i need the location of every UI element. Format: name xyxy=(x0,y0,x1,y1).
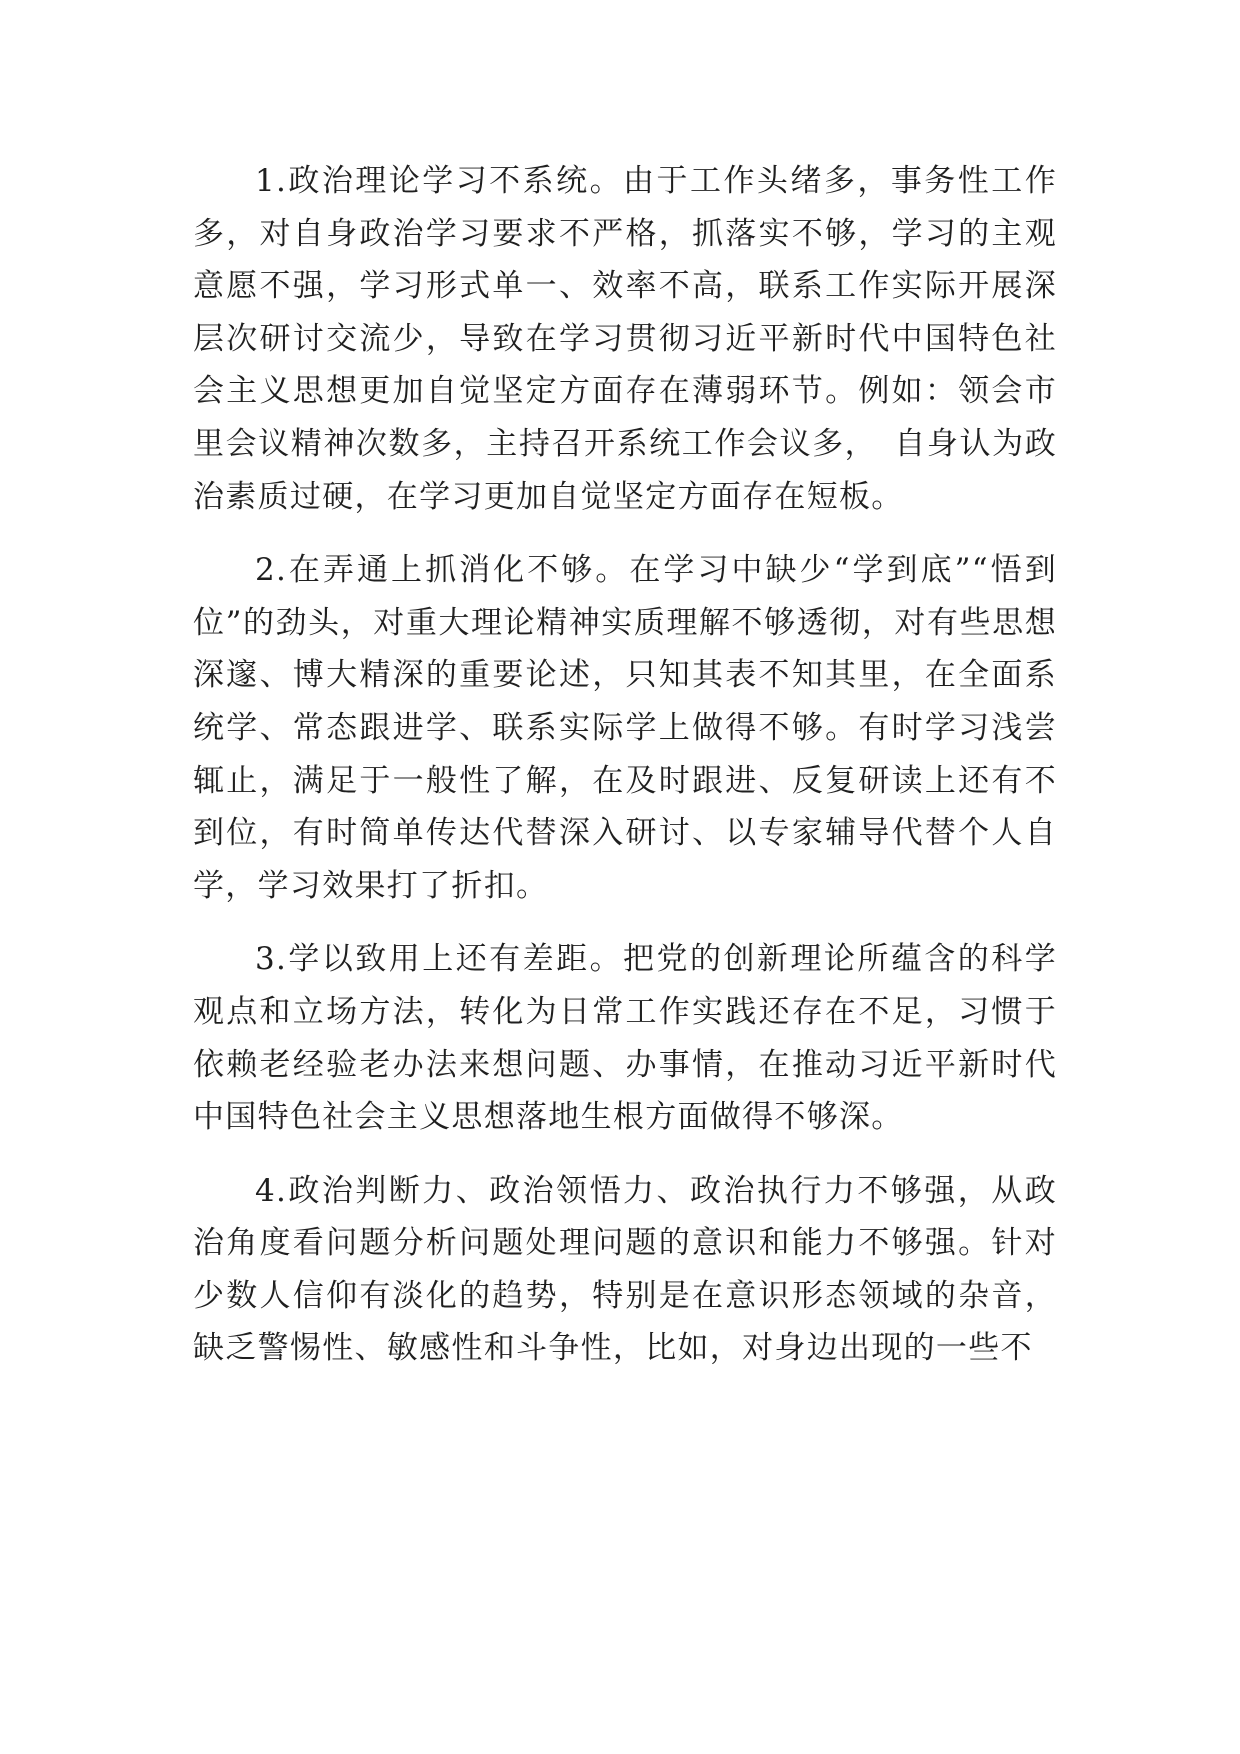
paragraph-4: 4.政治判断力、政治领悟力、政治执行力不够强，从政治角度看问题分析问题处理问题的意识和能力不够强。针对少数人信仰有淡化的趋势，特别是在意识形态领域的杂音，缺乏警惕性、敏感性和斗争性，比如，对身边出现的一些不 xyxy=(193,1172,1057,1367)
paragraph-3: 3.学以致用上还有差距。把党的创新理论所蕴含的科学观点和立场方法，转化为日常工作实践还存在不足，习惯于依赖老经验老办法来想问题、办事情，在推动习近平新时代中国特色社会主义思想落地生根方面做得不够深。 xyxy=(193,941,1057,1136)
document-body xyxy=(193,155,1057,1396)
paragraph-1: 1.政治理论学习不系统。由于工作头绪多，事务性工作多，对自身政治学习要求不严格，抓落实不够，学习的主观意愿不强，学习形式单一、效率不高，联系工作实际开展深层次研讨交流少，导致在学习贯彻习近平新时代中国特色社会主义思想更加自觉坚定方面存在薄弱环节。例如：领会市里会议精神次数多，主持召开系统工作会议多， 自身认为政治素质过硬，在学习更加自觉坚定方面存在短板。 xyxy=(193,163,1057,515)
paragraph-2: 2.在弄通上抓消化不够。在学习中缺少“学到底”“悟到位”的劲头，对重大理论精神实质理解不够透彻，对有些思想深邃、博大精深的重要论述，只知其表不知其里，在全面系统学、常态跟进学、联系实际学上做得不够。有时学习浅尝辄止，满足于一般性了解，在及时跟进、反复研读上还有不到位，有时简单传达代替深入研讨、以专家辅导代替个人自学，学习效果打了折扣。 xyxy=(193,552,1057,904)
